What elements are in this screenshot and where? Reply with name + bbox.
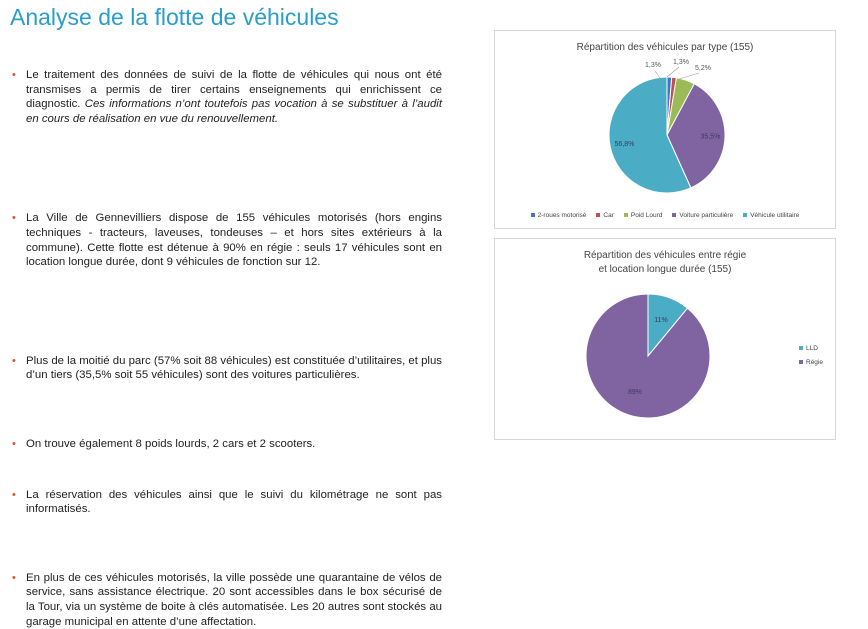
- chart-regie-lld: [494, 238, 836, 440]
- legend-item: [596, 212, 613, 219]
- legend-swatch: [531, 213, 535, 217]
- chart-title-line2: et location longue durée (155): [598, 264, 732, 275]
- bullet-icon: •: [12, 212, 16, 225]
- legend-swatch: [672, 213, 676, 217]
- bullet-item-reservation: [12, 488, 442, 517]
- slice-data-label: 1,3%: [645, 62, 661, 69]
- slice-data-label: 35,5%: [700, 133, 721, 141]
- bullet-item-composition: [12, 354, 442, 383]
- legend-label: 2-roues motorisé: [537, 212, 587, 219]
- legend-item: [672, 212, 733, 219]
- chart-legend: [799, 342, 823, 370]
- legend-swatch: [624, 213, 628, 217]
- pie-chart-vehicle-type: [495, 31, 835, 228]
- chart-title-line1: Répartition des véhicules entre régie: [583, 250, 747, 261]
- legend-label: Poid Lourd: [630, 212, 663, 219]
- legend-swatch: [799, 360, 803, 364]
- legend-swatch: [596, 213, 600, 217]
- slice-data-label: 56,8%: [614, 141, 635, 149]
- chart-vehicle-type: [494, 30, 836, 229]
- legend-label: LLD: [806, 345, 818, 352]
- legend-label: Véhicule utilitaire: [750, 212, 800, 219]
- bullet-text: Le traitement des données de suivi de la flotte de véhicules qui nous ont été transmises a permis de tirer certains enseignements qui enrichissent ce diagnostic.: [26, 69, 442, 111]
- bullet-text: En plus de ces véhicules motorisés, la ville possède une quarantaine de vélos de service, sans assistance électrique. 20 sont accessibles dans le box sécurisé de la Tour, via un système de boite à clés automatisée. Les 20 autres sont stockés au garage municipal en attente d’une affectation.: [26, 571, 442, 628]
- legend-item: [531, 212, 587, 219]
- legend-swatch: [799, 346, 803, 350]
- bullet-icon: •: [12, 488, 16, 501]
- page-title: Analyse de la flotte de véhicules: [10, 4, 339, 30]
- chart-title: Répartition des véhicules par type (155): [576, 42, 754, 53]
- legend-item: [799, 342, 823, 356]
- bullet-text: La réservation des véhicules ainsi que le suivi du kilométrage ne sont pas informatisés.: [26, 488, 442, 516]
- leader-line: [679, 73, 699, 79]
- bullet-icon: •: [12, 69, 16, 81]
- bullet-text: On trouve également 8 poids lourds, 2 cars et 2 scooters.: [26, 437, 316, 450]
- bullet-text: Plus de la moitié du parc (57% soit 88 véhicules) est constituée d’utilitaires, et plus d’un tiers (35,5% soit 55 véhicules) sont des voitures particulières.: [26, 354, 442, 382]
- slice-data-label: 89%: [627, 389, 642, 397]
- slice-data-label: 1,3%: [673, 59, 689, 66]
- legend-item: [799, 356, 823, 370]
- legend-label: Voiture particulière: [679, 212, 734, 219]
- legend-label: Régie: [806, 359, 823, 366]
- slice-data-label: 5,2%: [695, 65, 711, 72]
- pie-slice-r-gie: [586, 294, 710, 418]
- bullet-text: La Ville de Gennevilliers dispose de 155 véhicules motorisés (hors engins techniques - tracteurs, laveuses, tondeuses – et hors sites extérieurs à la commune). Cette flotte est détenue à 90% en régie : seuls 17 véhicules sont en location longue durée, dont 9 véhicules de fonction sur 12.: [26, 212, 442, 269]
- chart-legend: [495, 212, 835, 219]
- bullet-icon: •: [12, 354, 16, 367]
- legend-item: [743, 212, 799, 219]
- legend-item: [624, 212, 662, 219]
- bullet-italic-note: Ces informations n’ont toutefois pas vocation à se substituer à l’audit en cours de réalisation en vue du renouvellement.: [26, 98, 442, 125]
- legend-swatch: [743, 213, 747, 217]
- slice-data-label: 11%: [654, 316, 668, 324]
- bullet-icon: •: [12, 437, 16, 450]
- bullet-item-heavy-vehicles: [12, 437, 442, 452]
- legend-label: Car: [603, 212, 614, 219]
- leader-line: [667, 67, 679, 77]
- bullet-icon: •: [12, 571, 16, 584]
- bullet-item-fleet-size: [12, 211, 442, 269]
- bullet-item-diagnostic: [12, 68, 442, 126]
- bullet-list: [12, 68, 442, 628]
- bullet-item-bikes: [12, 571, 442, 629]
- pie-chart-regie-lld: [495, 239, 835, 439]
- leader-line: [655, 71, 660, 78]
